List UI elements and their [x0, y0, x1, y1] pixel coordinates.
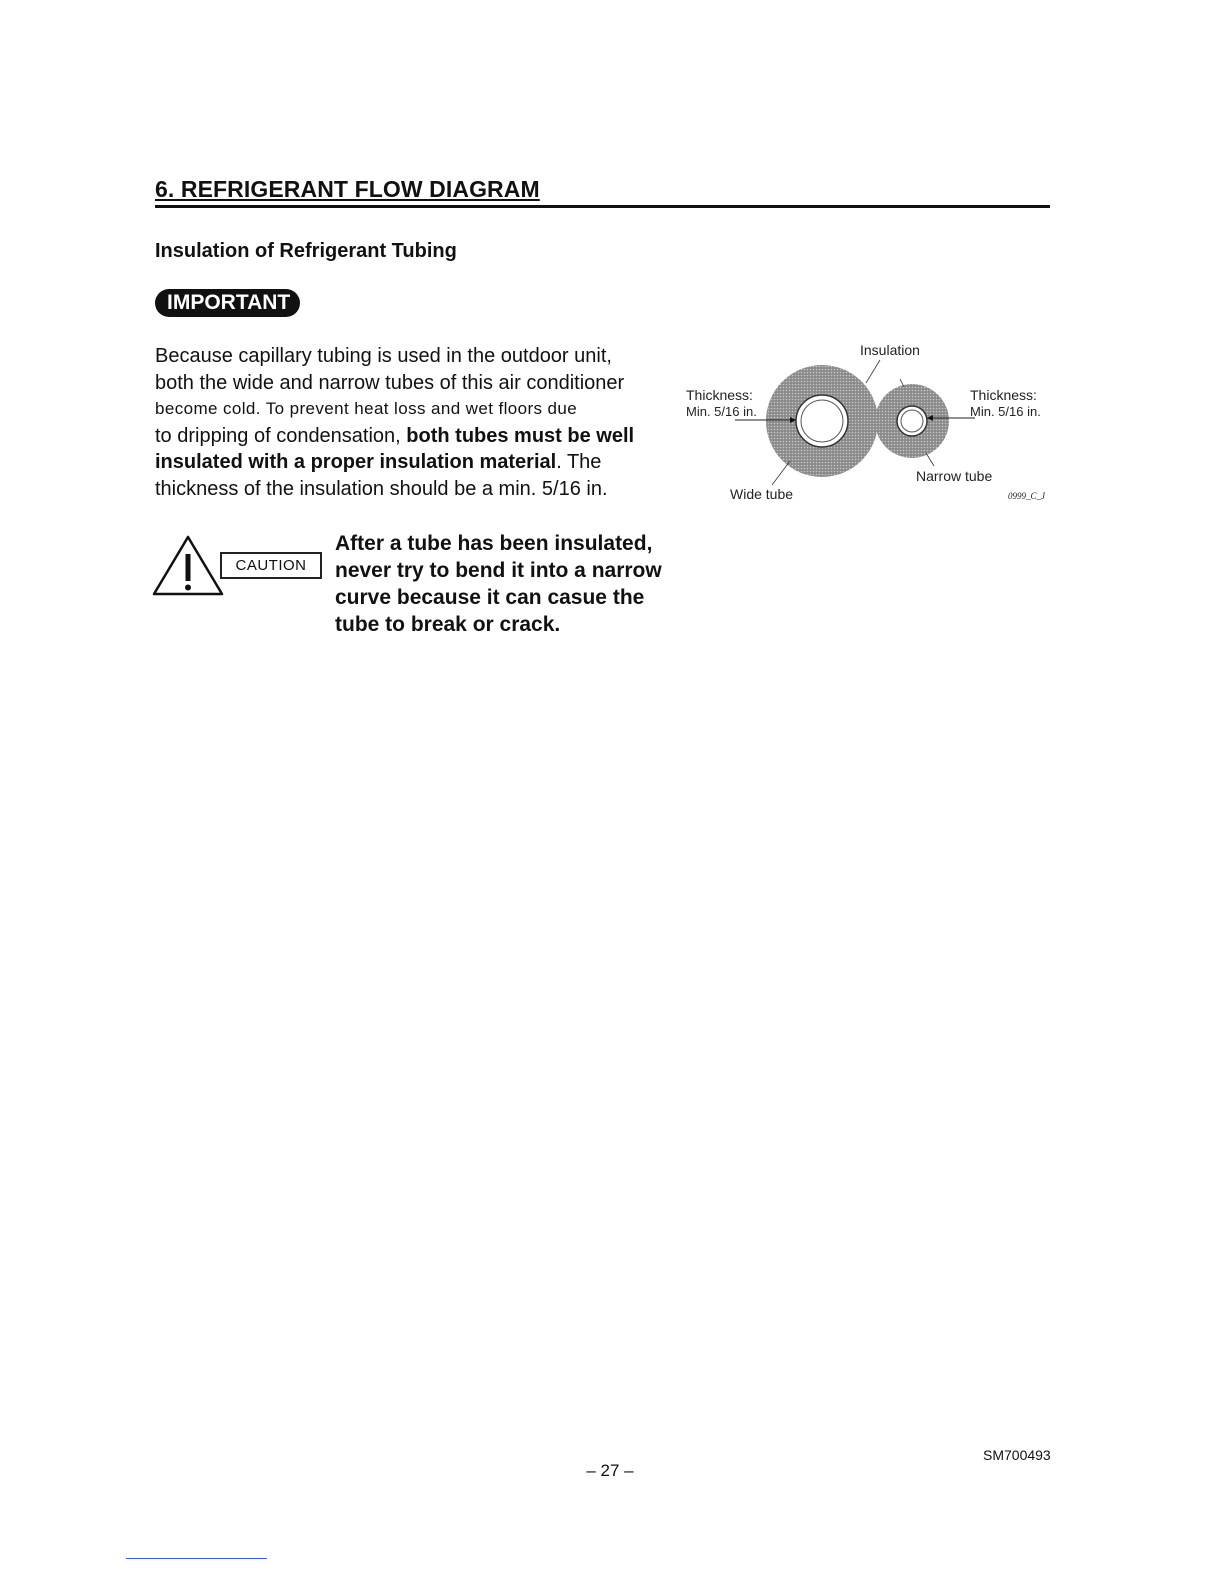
right-min-label: Min. 5/16 in.	[970, 404, 1041, 419]
paragraph-line: Because capillary tubing is used in the outdoor unit,	[155, 345, 612, 367]
paragraph-line	[155, 423, 675, 450]
caution-line: tube to break or crack.	[335, 613, 561, 636]
caution-line: curve because it can casue the	[335, 586, 645, 609]
figure-code: 0999_C_J	[1008, 491, 1045, 501]
section-title: 6. REFRIGERANT FLOW DIAGRAM	[155, 176, 540, 202]
paragraph-line: become cold. To prevent heat loss and wet floors due	[155, 399, 578, 419]
paragraph-line: thickness of the insulation should be a min. 5/16 in.	[155, 477, 608, 500]
right-thickness-label: Thickness:	[970, 387, 1037, 403]
footer-divider	[126, 1558, 267, 1559]
narrow-tube-label: Narrow tube	[916, 468, 993, 484]
caution-line: never try to bend it into a narrow	[335, 559, 662, 582]
left-min-label: Min. 5/16 in.	[686, 404, 757, 419]
wide-tube-label: Wide tube	[730, 486, 794, 502]
important-paragraph	[155, 343, 675, 503]
insulation-label: Insulation	[860, 342, 920, 358]
document-code: SM700493	[983, 1447, 1051, 1463]
important-badge: IMPORTANT	[155, 289, 300, 317]
subheading: Insulation of Refrigerant Tubing	[155, 240, 457, 262]
paragraph-text: . The	[556, 451, 602, 474]
page-number: – 27 –	[586, 1461, 634, 1480]
title-underline	[155, 205, 1050, 208]
caution-label: CAUTION	[220, 552, 322, 579]
warning-triangle-icon	[150, 533, 226, 599]
paragraph-emphasis: insulated with a proper insulation material	[155, 451, 557, 474]
caution-text	[335, 530, 695, 638]
paragraph-line	[155, 449, 675, 476]
left-thickness-label: Thickness:	[686, 387, 753, 403]
wide-tube-insulation	[766, 365, 878, 477]
caution-line: After a tube has been insulated,	[335, 532, 653, 555]
paragraph-line: both the wide and narrow tubes of this air conditioner	[155, 371, 625, 394]
paragraph-emphasis: both tubes must be well	[406, 424, 635, 447]
insulation-diagram	[680, 335, 1060, 515]
narrow-tube-insulation	[875, 384, 949, 458]
paragraph-text: to dripping of condensation,	[155, 424, 407, 447]
